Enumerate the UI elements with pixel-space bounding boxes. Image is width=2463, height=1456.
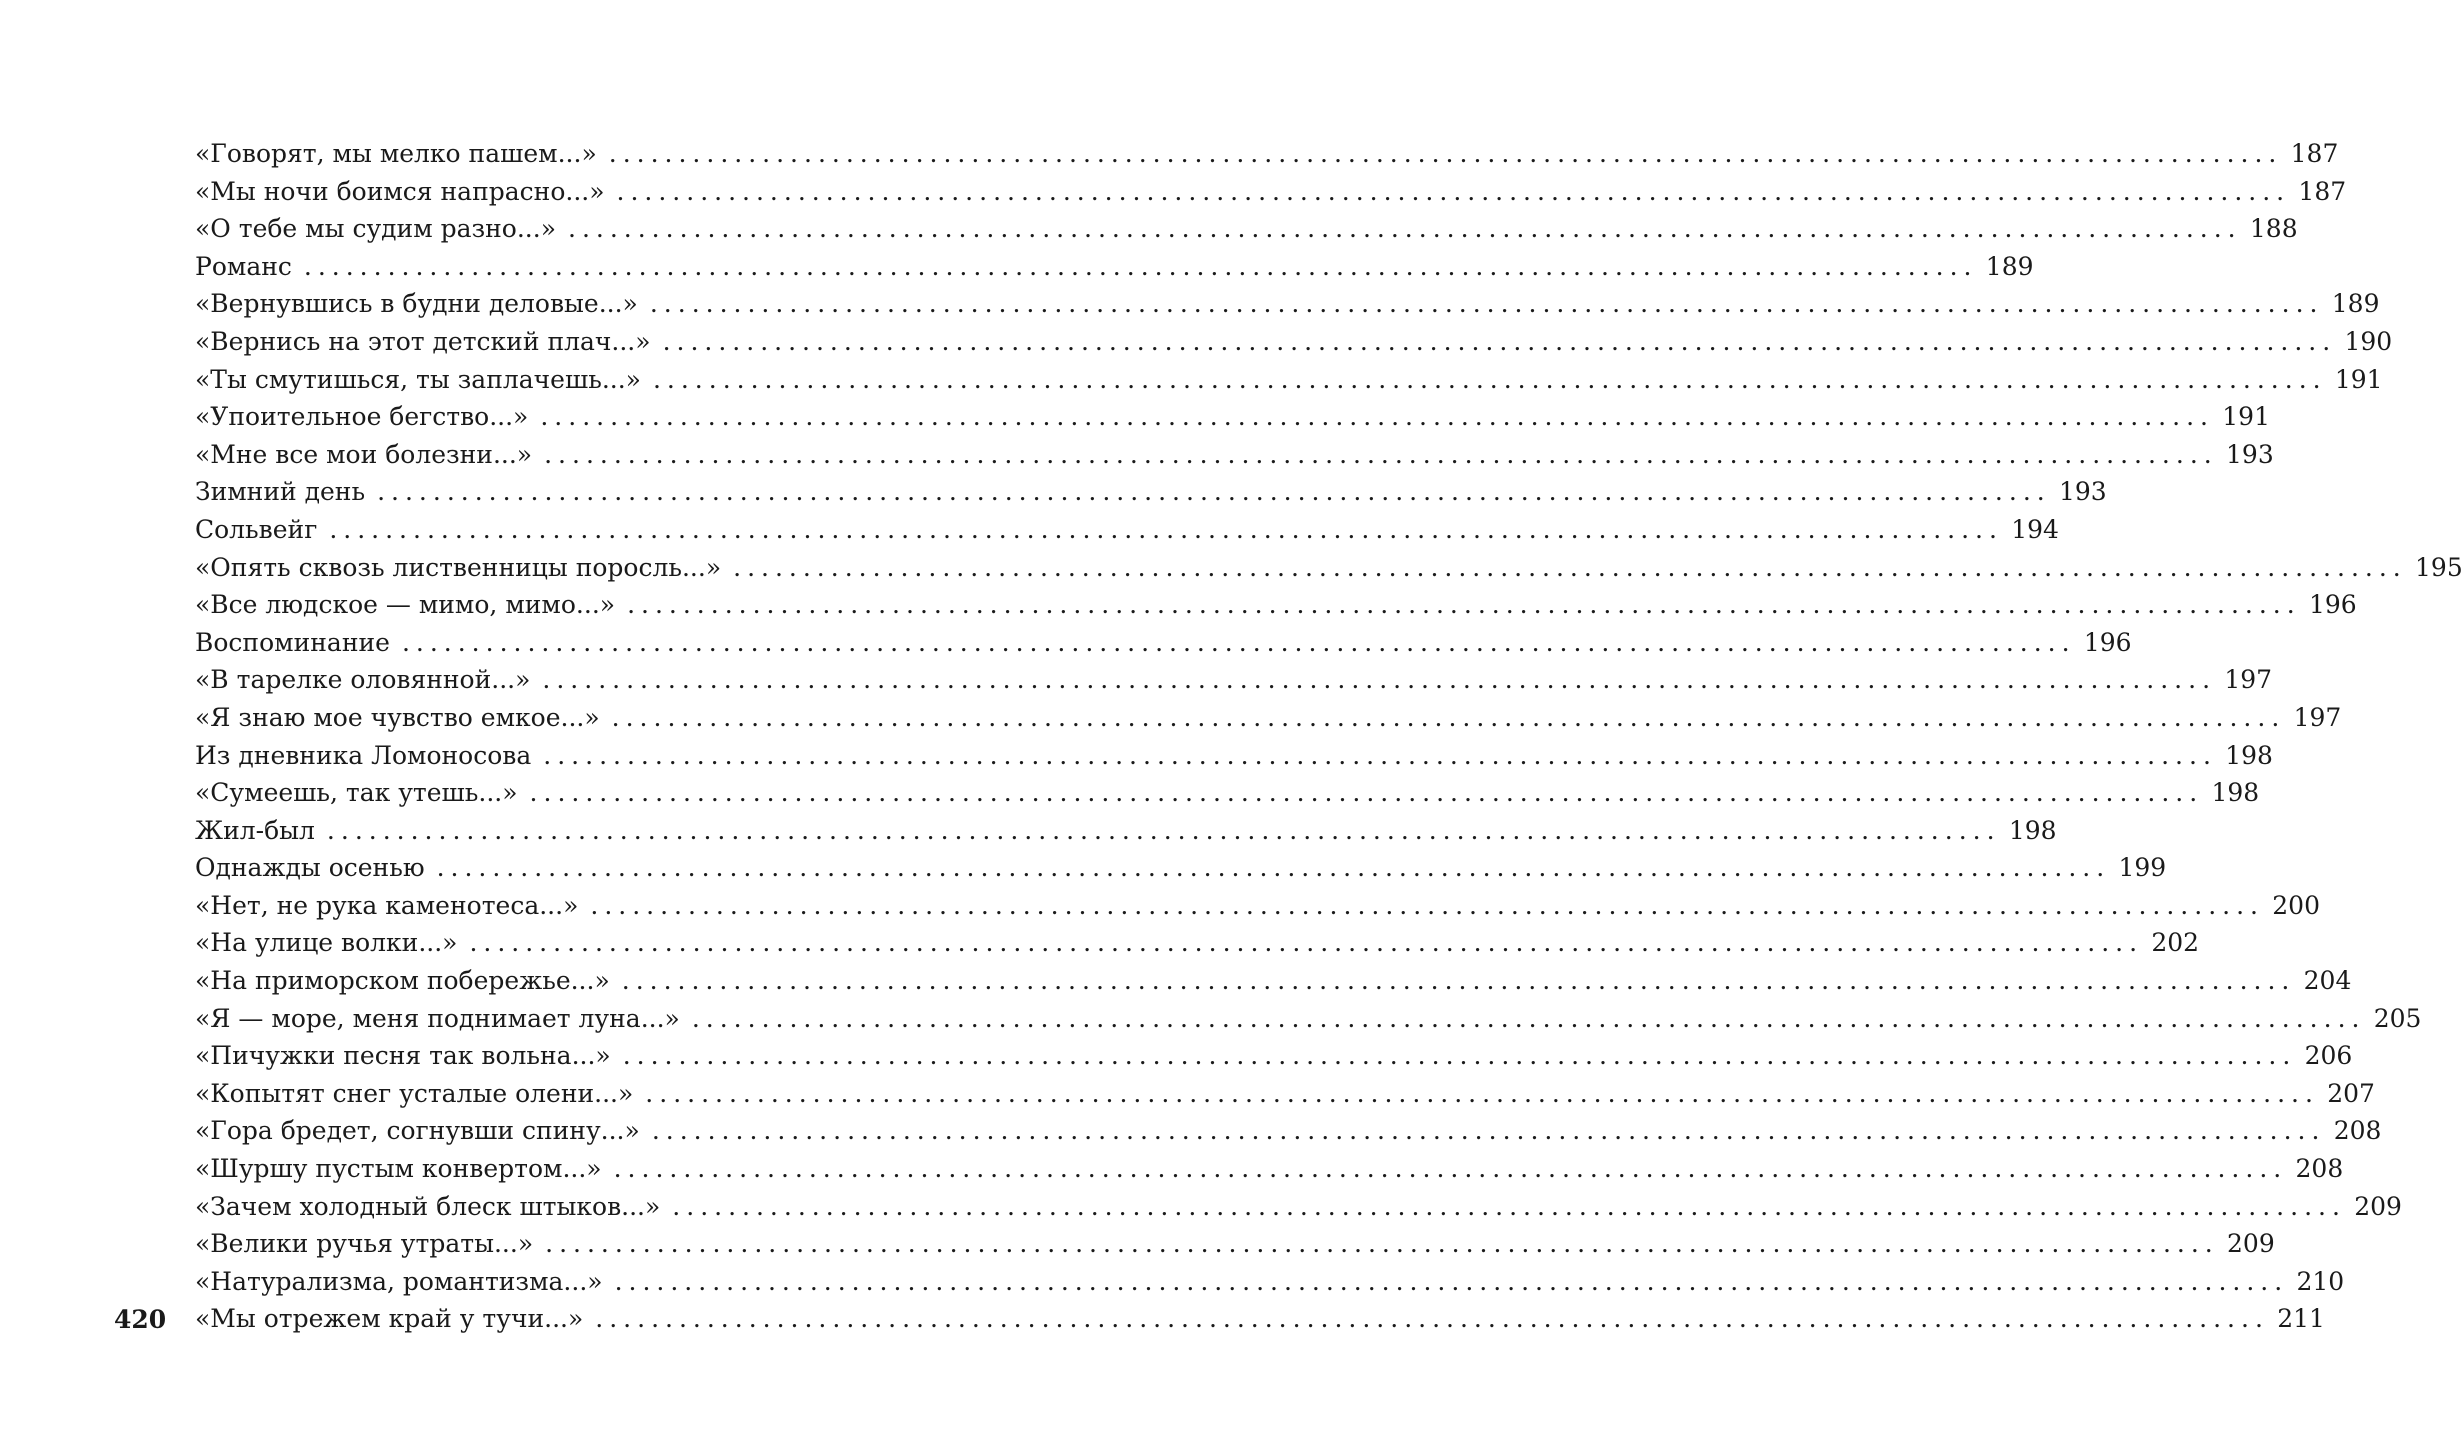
toc-leader-dots: ........................................................................................................................ (595, 1304, 2269, 1334)
toc-entry[interactable] (195, 737, 2273, 775)
toc-entry[interactable] (195, 135, 2339, 173)
table-of-contents (195, 135, 2463, 1338)
toc-entry[interactable] (195, 1263, 2345, 1301)
toc-leader-dots: ........................................................................................................................ (616, 176, 2291, 206)
toc-entry-page: 197 (2293, 702, 2342, 732)
toc-entry-title: Однажды осенью (195, 853, 425, 883)
toc-entry-title: Из дневника Ломоносова (195, 740, 532, 770)
toc-entry[interactable] (195, 1300, 2325, 1338)
toc-entry[interactable] (195, 1000, 2422, 1038)
toc-entry[interactable] (195, 1188, 2402, 1226)
toc-leader-dots: ........................................................................................................................ (691, 1003, 2366, 1033)
toc-entry-title: «Ты смутишься, ты заплачешь...» (195, 364, 641, 394)
toc-entry-title: «Нет, не рука каменотеса...» (195, 890, 579, 920)
toc-leader-dots: ........................................................................................................................ (611, 702, 2286, 732)
toc-entry-page: 187 (2298, 176, 2347, 206)
toc-leader-dots: ........................................................................................................................ (649, 289, 2324, 319)
toc-leader-dots: ........................................................................................................................ (401, 627, 2076, 657)
toc-entry[interactable] (195, 248, 2034, 286)
toc-leader-dots: ........................................................................................................................ (326, 815, 2001, 845)
toc-entry-page: 196 (2083, 627, 2132, 657)
toc-entry-title: «Натурализма, романтизма...» (195, 1266, 603, 1296)
toc-entry[interactable] (195, 774, 2260, 812)
toc-entry-page: 199 (2118, 853, 2167, 883)
toc-leader-dots: ........................................................................................................................ (544, 439, 2218, 469)
toc-entry[interactable] (195, 849, 2167, 887)
toc-entry-page: 207 (2327, 1078, 2375, 1108)
toc-leader-dots: ........................................................................................................................ (614, 1266, 2289, 1296)
toc-entry-title: «Копытят снег усталые олени...» (195, 1078, 634, 1108)
toc-entry[interactable] (195, 436, 2274, 474)
toc-entry-page: 198 (2008, 815, 2057, 845)
toc-leader-dots: ........................................................................................................................ (545, 1229, 2219, 1259)
toc-entry-title: «Пичужки песня так вольна...» (195, 1041, 611, 1071)
toc-entry-page: 191 (2334, 364, 2383, 394)
toc-entry[interactable] (195, 285, 2380, 323)
toc-leader-dots: ........................................................................................................................ (529, 778, 2204, 808)
toc-entry-page: 194 (2011, 514, 2059, 544)
toc-leader-dots: ........................................................................................................................ (590, 890, 2264, 920)
toc-entry[interactable] (195, 1037, 2353, 1075)
toc-entry[interactable] (195, 1225, 2275, 1263)
toc-entry-page: 197 (2224, 665, 2273, 695)
toc-leader-dots: ........................................................................................................................ (568, 214, 2242, 244)
toc-entry-title: «Сумеешь, так утешь...» (195, 778, 518, 808)
toc-entry-page: 193 (2226, 439, 2274, 469)
toc-entry-title: Романс (195, 251, 292, 281)
toc-entry[interactable] (195, 586, 2357, 624)
toc-entry-page: 209 (2227, 1229, 2275, 1259)
toc-entry[interactable] (195, 361, 2383, 399)
toc-entry-page: 205 (2373, 1003, 2422, 1033)
toc-entry[interactable] (195, 924, 2200, 962)
page-number: 420 (114, 1305, 167, 1334)
toc-leader-dots: ........................................................................................................................ (608, 139, 2283, 168)
toc-entry-title: «Я — море, меня поднимает луна...» (195, 1003, 680, 1033)
toc-entry-page: 208 (2295, 1154, 2344, 1184)
toc-entry-title: «Все людское — мимо, мимо...» (195, 590, 616, 620)
toc-entry[interactable] (195, 398, 2270, 436)
toc-entry-page: 198 (2225, 740, 2273, 770)
toc-entry[interactable] (195, 887, 2320, 925)
toc-entry-title: «Говорят, мы мелко пашем...» (195, 139, 597, 168)
toc-entry[interactable] (195, 1075, 2375, 1113)
toc-leader-dots: ........................................................................................................................ (543, 740, 2217, 770)
toc-leader-dots: ........................................................................................................................ (621, 966, 2296, 996)
toc-entry-page: 209 (2354, 1191, 2402, 1221)
toc-entry[interactable] (195, 962, 2352, 1000)
toc-entry-title: «Вернувшись в будни деловые...» (195, 289, 638, 319)
toc-entry-title: «Гора бредет, согнувши спину...» (195, 1116, 640, 1146)
toc-leader-dots: ........................................................................................................................ (651, 1116, 2326, 1146)
toc-leader-dots: ........................................................................................................................ (645, 1078, 2319, 1108)
toc-entry[interactable] (195, 699, 2342, 737)
toc-entry-title: «На приморском побережье...» (195, 966, 610, 996)
toc-entry[interactable] (195, 173, 2347, 211)
toc-entry[interactable] (195, 1112, 2382, 1150)
toc-entry-page: 206 (2304, 1041, 2353, 1071)
toc-leader-dots: ........................................................................................................................ (613, 1154, 2288, 1184)
toc-entry[interactable] (195, 661, 2273, 699)
toc-entry-title: «Мы ночи боимся напрасно...» (195, 176, 605, 206)
toc-entry[interactable] (195, 511, 2059, 549)
toc-entry[interactable] (195, 549, 2463, 587)
toc-leader-dots: ........................................................................................................................ (469, 928, 2144, 958)
toc-entry-page: 191 (2222, 402, 2270, 432)
toc-entry-page: 200 (2272, 890, 2320, 920)
toc-entry-page: 188 (2249, 214, 2298, 244)
toc-entry-title: Сольвейг (195, 514, 318, 544)
toc-entry-page: 187 (2290, 139, 2339, 168)
toc-entry-page: 189 (2331, 289, 2380, 319)
toc-entry-title: Жил-был (195, 815, 315, 845)
toc-leader-dots: ........................................................................................................................ (540, 402, 2214, 432)
toc-leader-dots: ........................................................................................................................ (627, 590, 2301, 620)
toc-entry-title: «Мне все мои болезни...» (195, 439, 533, 469)
toc-entry[interactable] (195, 812, 2057, 850)
toc-entry-page: 196 (2308, 590, 2357, 620)
toc-leader-dots: ........................................................................................................................ (672, 1191, 2346, 1221)
toc-entry-page: 189 (1985, 251, 2034, 281)
toc-entry-page: 210 (2296, 1266, 2345, 1296)
toc-entry-page: 190 (2344, 326, 2393, 356)
toc-leader-dots: ........................................................................................................................ (329, 514, 2003, 544)
toc-entry-title: «Вернись на этот детский плач...» (195, 326, 651, 356)
toc-entry[interactable] (195, 473, 2107, 511)
toc-entry-page: 204 (2303, 966, 2352, 996)
toc-leader-dots: ........................................................................................................................ (733, 552, 2407, 582)
toc-entry-page: 208 (2333, 1116, 2382, 1146)
toc-entry-title: «На улице волки...» (195, 928, 458, 958)
toc-leader-dots: ........................................................................................................................ (377, 477, 2051, 507)
toc-leader-dots: ........................................................................................................................ (662, 326, 2337, 356)
toc-entry-title: «Мы отрежем край у тучи...» (195, 1304, 584, 1334)
toc-entry-title: «Шуршу пустым конвертом...» (195, 1154, 602, 1184)
toc-entry-title: «Опять сквозь лиственницы поросль...» (195, 552, 722, 582)
toc-entry-title: Воспоминание (195, 627, 390, 657)
toc-leader-dots: ........................................................................................................................ (303, 251, 1978, 281)
toc-entry[interactable] (195, 323, 2393, 361)
toc-entry-page: 202 (2151, 928, 2200, 958)
toc-leader-dots: ........................................................................................................................ (622, 1041, 2297, 1071)
toc-entry[interactable] (195, 210, 2298, 248)
toc-entry-title: Зимний день (195, 477, 366, 507)
toc-entry-page: 193 (2059, 477, 2107, 507)
toc-entry-title: «Упоительное бегство...» (195, 402, 529, 432)
toc-entry-title: «В тарелке оловянной...» (195, 665, 531, 695)
toc-leader-dots: ........................................................................................................................ (436, 853, 2111, 883)
toc-leader-dots: ........................................................................................................................ (542, 665, 2217, 695)
toc-leader-dots: ........................................................................................................................ (652, 364, 2327, 394)
toc-entry-title: «Зачем холодный блеск штыков...» (195, 1191, 661, 1221)
toc-entry-title: «Велики ручья утраты...» (195, 1229, 534, 1259)
toc-entry-page: 198 (2211, 778, 2260, 808)
toc-entry-page: 195 (2415, 552, 2463, 582)
toc-entry[interactable] (195, 624, 2132, 662)
toc-entry[interactable] (195, 1150, 2344, 1188)
toc-entry-title: «О тебе мы судим разно...» (195, 214, 556, 244)
toc-entry-title: «Я знаю мое чувство емкое...» (195, 702, 600, 732)
toc-entry-page: 211 (2277, 1304, 2325, 1334)
